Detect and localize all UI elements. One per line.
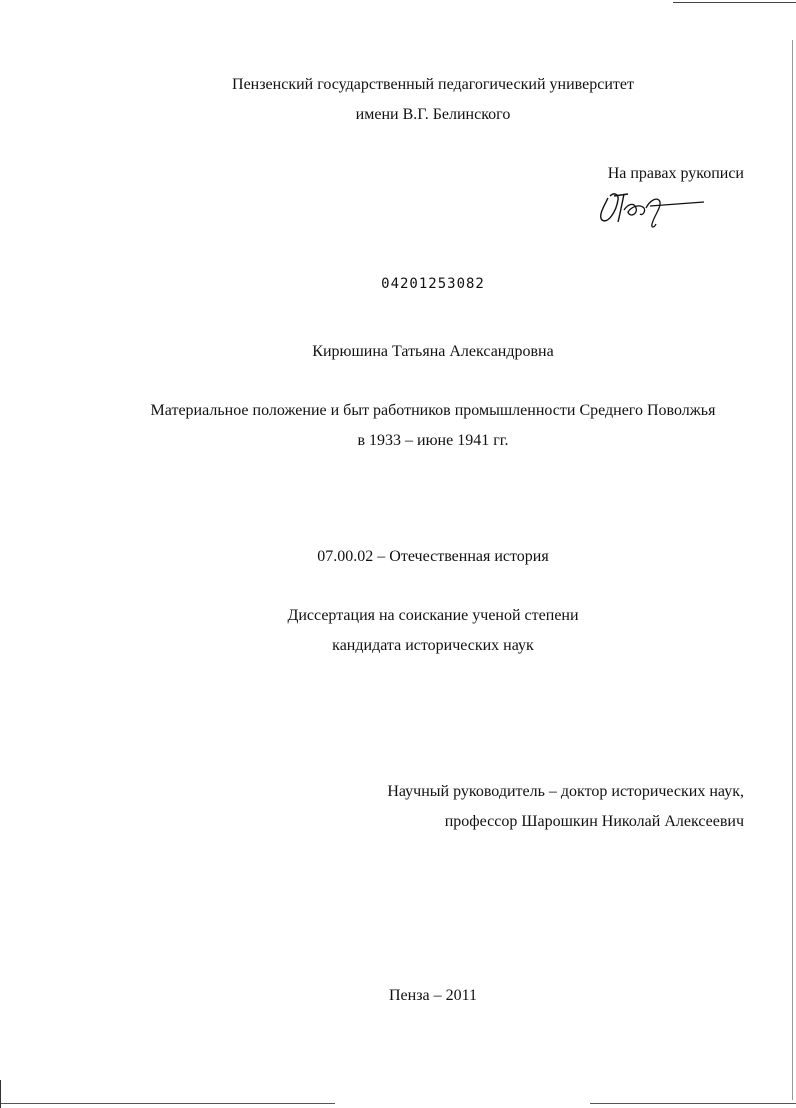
scan-edge-bottom-left — [0, 1103, 335, 1104]
degree-line-2: кандидата исторических наук — [332, 637, 534, 654]
scan-edge-bottom-right — [590, 1103, 796, 1104]
dissertation-title-line-2: в 1933 – июне 1941 гг. — [357, 432, 509, 449]
rights-note: На правах рукописи — [607, 165, 744, 182]
scan-edge-top — [673, 2, 796, 3]
university-name: Пензенский государственный педагогический университет — [232, 76, 634, 93]
scan-edge-left — [0, 1080, 1, 1108]
city-year: Пенза – 2011 — [388, 987, 478, 1004]
signature — [594, 188, 706, 230]
specialty-code: 07.00.02 – Отечественная история — [317, 548, 549, 565]
university-named-after: имени В.Г. Белинского — [355, 106, 511, 123]
degree-line-1: Диссертация на соискание ученой степени — [287, 607, 579, 624]
supervisor-line-1: Научный руководитель – доктор исторических наук, — [387, 783, 744, 800]
dissertation-title-line-1: Материальное положение и быт работников промышленности Среднего Поволжья — [150, 402, 716, 419]
scan-edge-right — [792, 40, 793, 1100]
author-name: Кирюшина Татьяна Александровна — [312, 343, 554, 360]
catalog-number: 04201253082 — [381, 276, 485, 292]
supervisor-line-2: профессор Шарошкин Николай Алексеевич — [444, 813, 744, 830]
